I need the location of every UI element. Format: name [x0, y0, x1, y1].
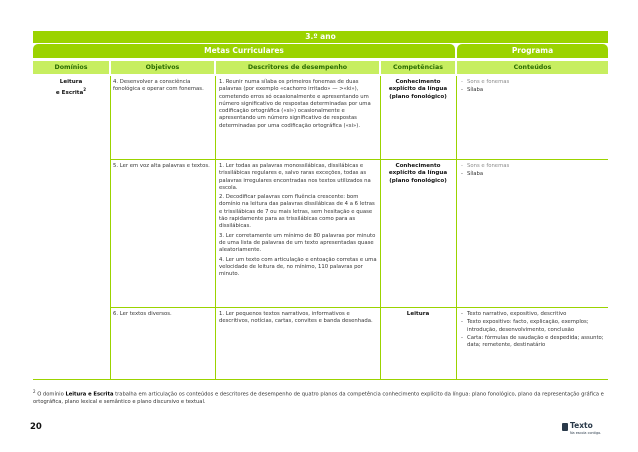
column-header-competencias	[381, 61, 455, 74]
footnote-marker: 2	[33, 389, 36, 394]
competencia-text: Leitura	[406, 311, 430, 317]
footnote-prefix: O domínio	[37, 391, 66, 398]
objetivo-cell	[113, 79, 211, 96]
column-objetivos-label: Objetivos	[145, 64, 180, 71]
descritor-text: 3. Ler corretamente um mínimo de 80 palavras por minuto de uma lista de palavras de um texto apresentadas quase aleatoriamente.	[219, 232, 376, 254]
column-header-objetivos	[111, 61, 214, 74]
column-conteudos-label: Conteúdos	[513, 64, 552, 71]
metas-curriculares-header	[33, 44, 455, 58]
footnote-text: trabalha em articulação os conteúdos e descritores de desempenho de quatro planos da competência conhecimento explícito da língua: plano fonológico, plano da representação gráfica e ortográfica, plano lexical e semântico e plano discursivo e textual.	[33, 391, 604, 406]
page-number: 20	[30, 422, 42, 432]
domain-cell	[33, 79, 109, 97]
objetivo-text: 4. Desenvolver a consciência fonológica e operar com fonemas.	[113, 79, 204, 93]
domain-label-line1: Leitura	[59, 79, 83, 85]
descritor-text: 1. Ler todas as palavras monossilábicas, dissilábicas e trissilábicas regulares e, salvo raras exceções, todas as palavras irregulares encontradas nos textos utilizados na escola.	[219, 163, 371, 191]
footnote	[33, 388, 608, 407]
objetivo-cell	[113, 311, 211, 320]
conteudos-list	[460, 311, 606, 349]
conteudos-list	[460, 79, 606, 95]
divider	[456, 76, 457, 379]
competencia-cell	[383, 311, 453, 318]
metas-curriculares-label: Metas Curriculares	[204, 46, 284, 55]
objetivo-text: 6. Ler textos diversos.	[113, 311, 172, 317]
grade-banner	[33, 31, 608, 43]
conteudos-cell	[460, 79, 606, 96]
conteudo-item: - Texto expositivo: facto, explicação, exemplos; introdução, desenvolvimento, conclusão	[460, 319, 606, 334]
divider	[380, 76, 381, 379]
column-header-descritores	[216, 61, 379, 74]
logo-name: Texto	[570, 421, 593, 430]
divider	[215, 76, 216, 379]
conteudo-item: - Carta: fórmulas de saudação e despedida; assunto; data; remetente, destinatário	[460, 335, 606, 350]
conteudo-item: - Texto narrativo, expositivo, descritivo	[460, 311, 606, 318]
footnote-bold: Leitura e Escrita	[65, 391, 114, 398]
objetivo-text: 5. Ler em voz alta palavras e textos.	[113, 163, 210, 169]
column-competencias-label: Competências	[393, 64, 443, 71]
programa-header	[457, 44, 608, 58]
conteudos-list	[460, 163, 606, 179]
competencia-cell	[383, 163, 453, 185]
divider	[33, 379, 608, 380]
column-dominios-label: Domínios	[54, 64, 88, 71]
competencia-text: Conhecimento explícito da língua (plano fonológico)	[388, 79, 448, 100]
descritor-text: 4. Ler um texto com articulação e entoação corretas e uma velocidade de leitura de, no mínimo, 110 palavras por minuto.	[219, 256, 377, 278]
divider	[110, 76, 111, 379]
descritor-text: 1. Ler pequenos textos narrativos, informativos e descritivos, notícias, cartas, convites e banda desenhada.	[219, 311, 373, 325]
programa-label: Programa	[511, 46, 554, 55]
domain-label-line2	[33, 86, 109, 97]
grade-label: 3.º ano	[305, 32, 336, 41]
conteudos-cell	[460, 311, 606, 350]
competencia-cell	[383, 79, 453, 101]
column-descritores-label: Descritores de desempenho	[247, 64, 348, 71]
domain-footnote-marker: 2	[83, 87, 87, 93]
objetivo-cell	[113, 163, 211, 172]
column-header-dominios	[33, 61, 109, 74]
competencia-text: Conhecimento explícito da língua (plano fonológico)	[388, 163, 448, 184]
divider	[110, 159, 608, 160]
conteudos-cell	[460, 163, 606, 180]
conteudo-item: - Sons e fonemas	[460, 163, 606, 170]
conteudo-item: - Sons e fonemas	[460, 79, 606, 86]
logo-tagline: Na escola contigo.	[570, 431, 602, 435]
descritor-text: 2. Decodificar palavras com fluência crescente: bom domínio na leitura das palavras dissilábicas de 4 a 6 letras e trissilábicas de 7 ou mais letras, sem hesitação e quase tão rapidamente para as trissilábicas como para as dissilábicas.	[219, 194, 375, 230]
publisher-logo	[562, 421, 612, 437]
book-icon	[562, 423, 568, 431]
conteudo-item: - Sílaba	[460, 171, 606, 178]
descritor-text: 1. Reunir numa sílaba os primeiros fonemas de duas palavras (por exemplo «cachorro irritado» — >«ki»), cometendo erros só ocasionalmente e apresentando um número significativo de respostas determinadas por uma codificação ortográfica («si») ocasionalmente e apresentando um número significativo de respostas determinadas por uma codificação ortográfica («si»).	[219, 79, 371, 129]
descritores-cell	[219, 311, 377, 328]
conteudo-item: - Sílaba	[460, 87, 606, 94]
domain-label-text: e Escrita	[55, 90, 84, 97]
column-header-conteudos	[457, 61, 608, 74]
divider	[110, 307, 608, 308]
descritores-cell	[219, 163, 377, 280]
descritores-cell	[219, 79, 377, 132]
